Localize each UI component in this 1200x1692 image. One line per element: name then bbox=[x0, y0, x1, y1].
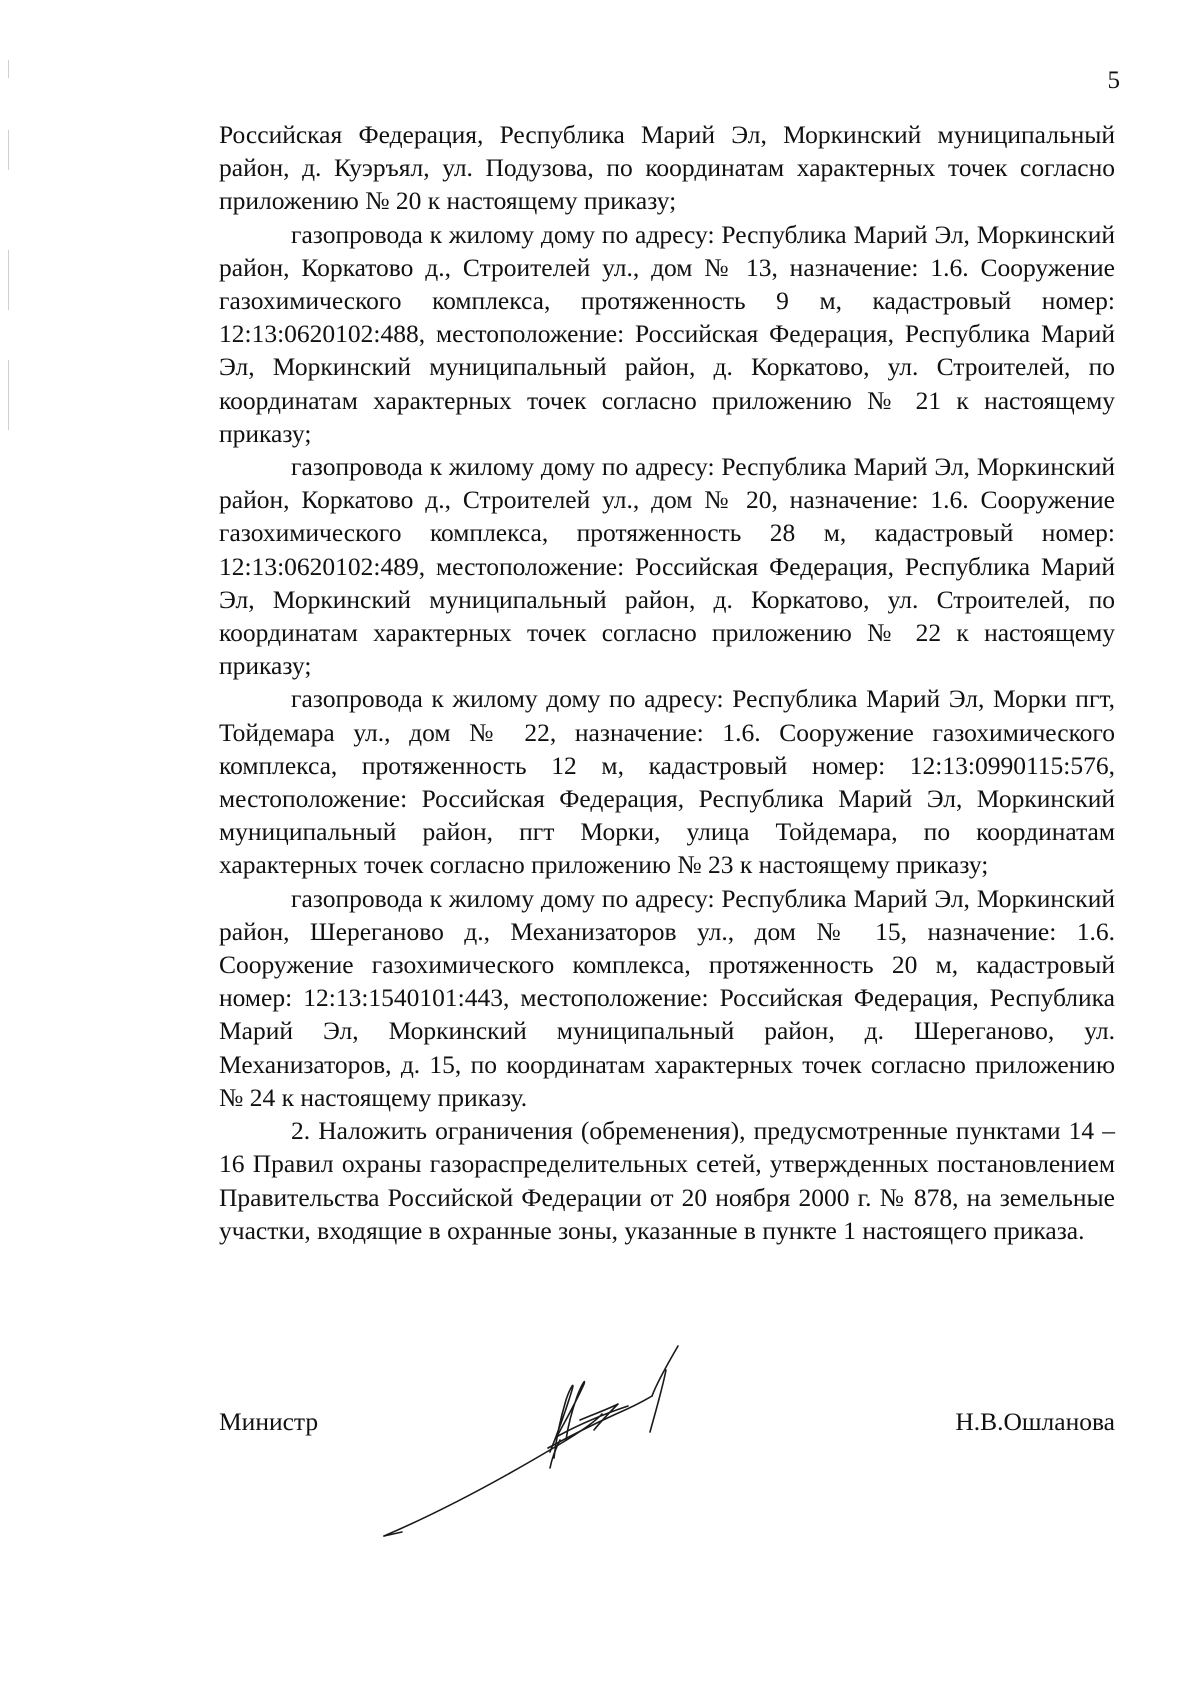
paragraph: газопровода к жилому дому по адресу: Республика Марий Эл, Морки пгт, Тойдемара ул., дом № 22, назначение: 1.6. Сооружение газохимического комплекса, протяженность 12 м, кадастровый номер: 12:13:0990115:576, местоположение: Российская Федерация, Республика Марий Эл, Моркинский муниципальный район, пгт Морки, улица Тойдемара, по координатам характерных точек согласно приложению № 23 к настоящему приказу; bbox=[219, 684, 1115, 880]
paragraph: газопровода к жилому дому по адресу: Республика Марий Эл, Моркинский район, Коркатово д., Строителей ул., дом № 13, назначение: 1.6. Сооружение газохимического комплекса, протяженность 9 м, кадастровый номер: 12:13:0620102:488, местоположение: Российская Федерация, Республика Марий Эл, Моркинский муниципальный район, д. Коркатово, ул. Строителей, по координатам характерных точек согласно приложению № 21 к настоящему приказу; bbox=[219, 219, 1115, 448]
document-body bbox=[219, 118, 1115, 1247]
paragraph: газопровода к жилому дому по адресу: Республика Марий Эл, Моркинский район, Шереганово д., Механизаторов ул., дом № 15, назначение: 1.6. Сооружение газохимического комплекса, протяженность 20 м, кадастровый номер: 12:13:1540101:443, местоположение: Российская Федерация, Республика Марий Эл, Моркинский муниципальный район, д. Шереганово, ул. Механизаторов, д. 15, по координатам характерных точек согласно приложению № 24 к настоящему приказу. bbox=[219, 883, 1115, 1112]
paragraph: Российская Федерация, Республика Марий Эл, Моркинский муниципальный район, д. Куэръял, ул. Подузова, по координатам характерных точек согласно приложению № 20 к настоящему приказу; bbox=[219, 120, 1115, 216]
paragraph: 2. Наложить ограничения (обременения), предусмотренные пунктами 14 – 16 Правил охраны газораспределительных сетей, утвержденных постановлением Правительства Российской Федерации от 20 ноября 2000 г. № 878, на земельные участки, входящие в охранные зоны, указанные в пункте 1 настоящего приказа. bbox=[219, 1116, 1115, 1245]
handwritten-signature bbox=[380, 1340, 740, 1550]
paragraph: газопровода к жилому дому по адресу: Республика Марий Эл, Моркинский район, Коркатово д., Строителей ул., дом № 20, назначение: 1.6. Сооружение газохимического комплекса, протяженность 28 м, кадастровый номер: 12:13:0620102:489, местоположение: Российская Федерация, Республика Марий Эл, Моркинский муниципальный район, д. Коркатово, ул. Строителей, по координатам характерных точек согласно приложению № 22 к настоящему приказу; bbox=[219, 452, 1115, 681]
signer-name: Н.В.Ошланова bbox=[955, 1407, 1115, 1436]
signer-title: Министр bbox=[219, 1407, 319, 1436]
page-number: 5 bbox=[1107, 67, 1120, 94]
scan-edge-marks bbox=[8, 0, 10, 440]
